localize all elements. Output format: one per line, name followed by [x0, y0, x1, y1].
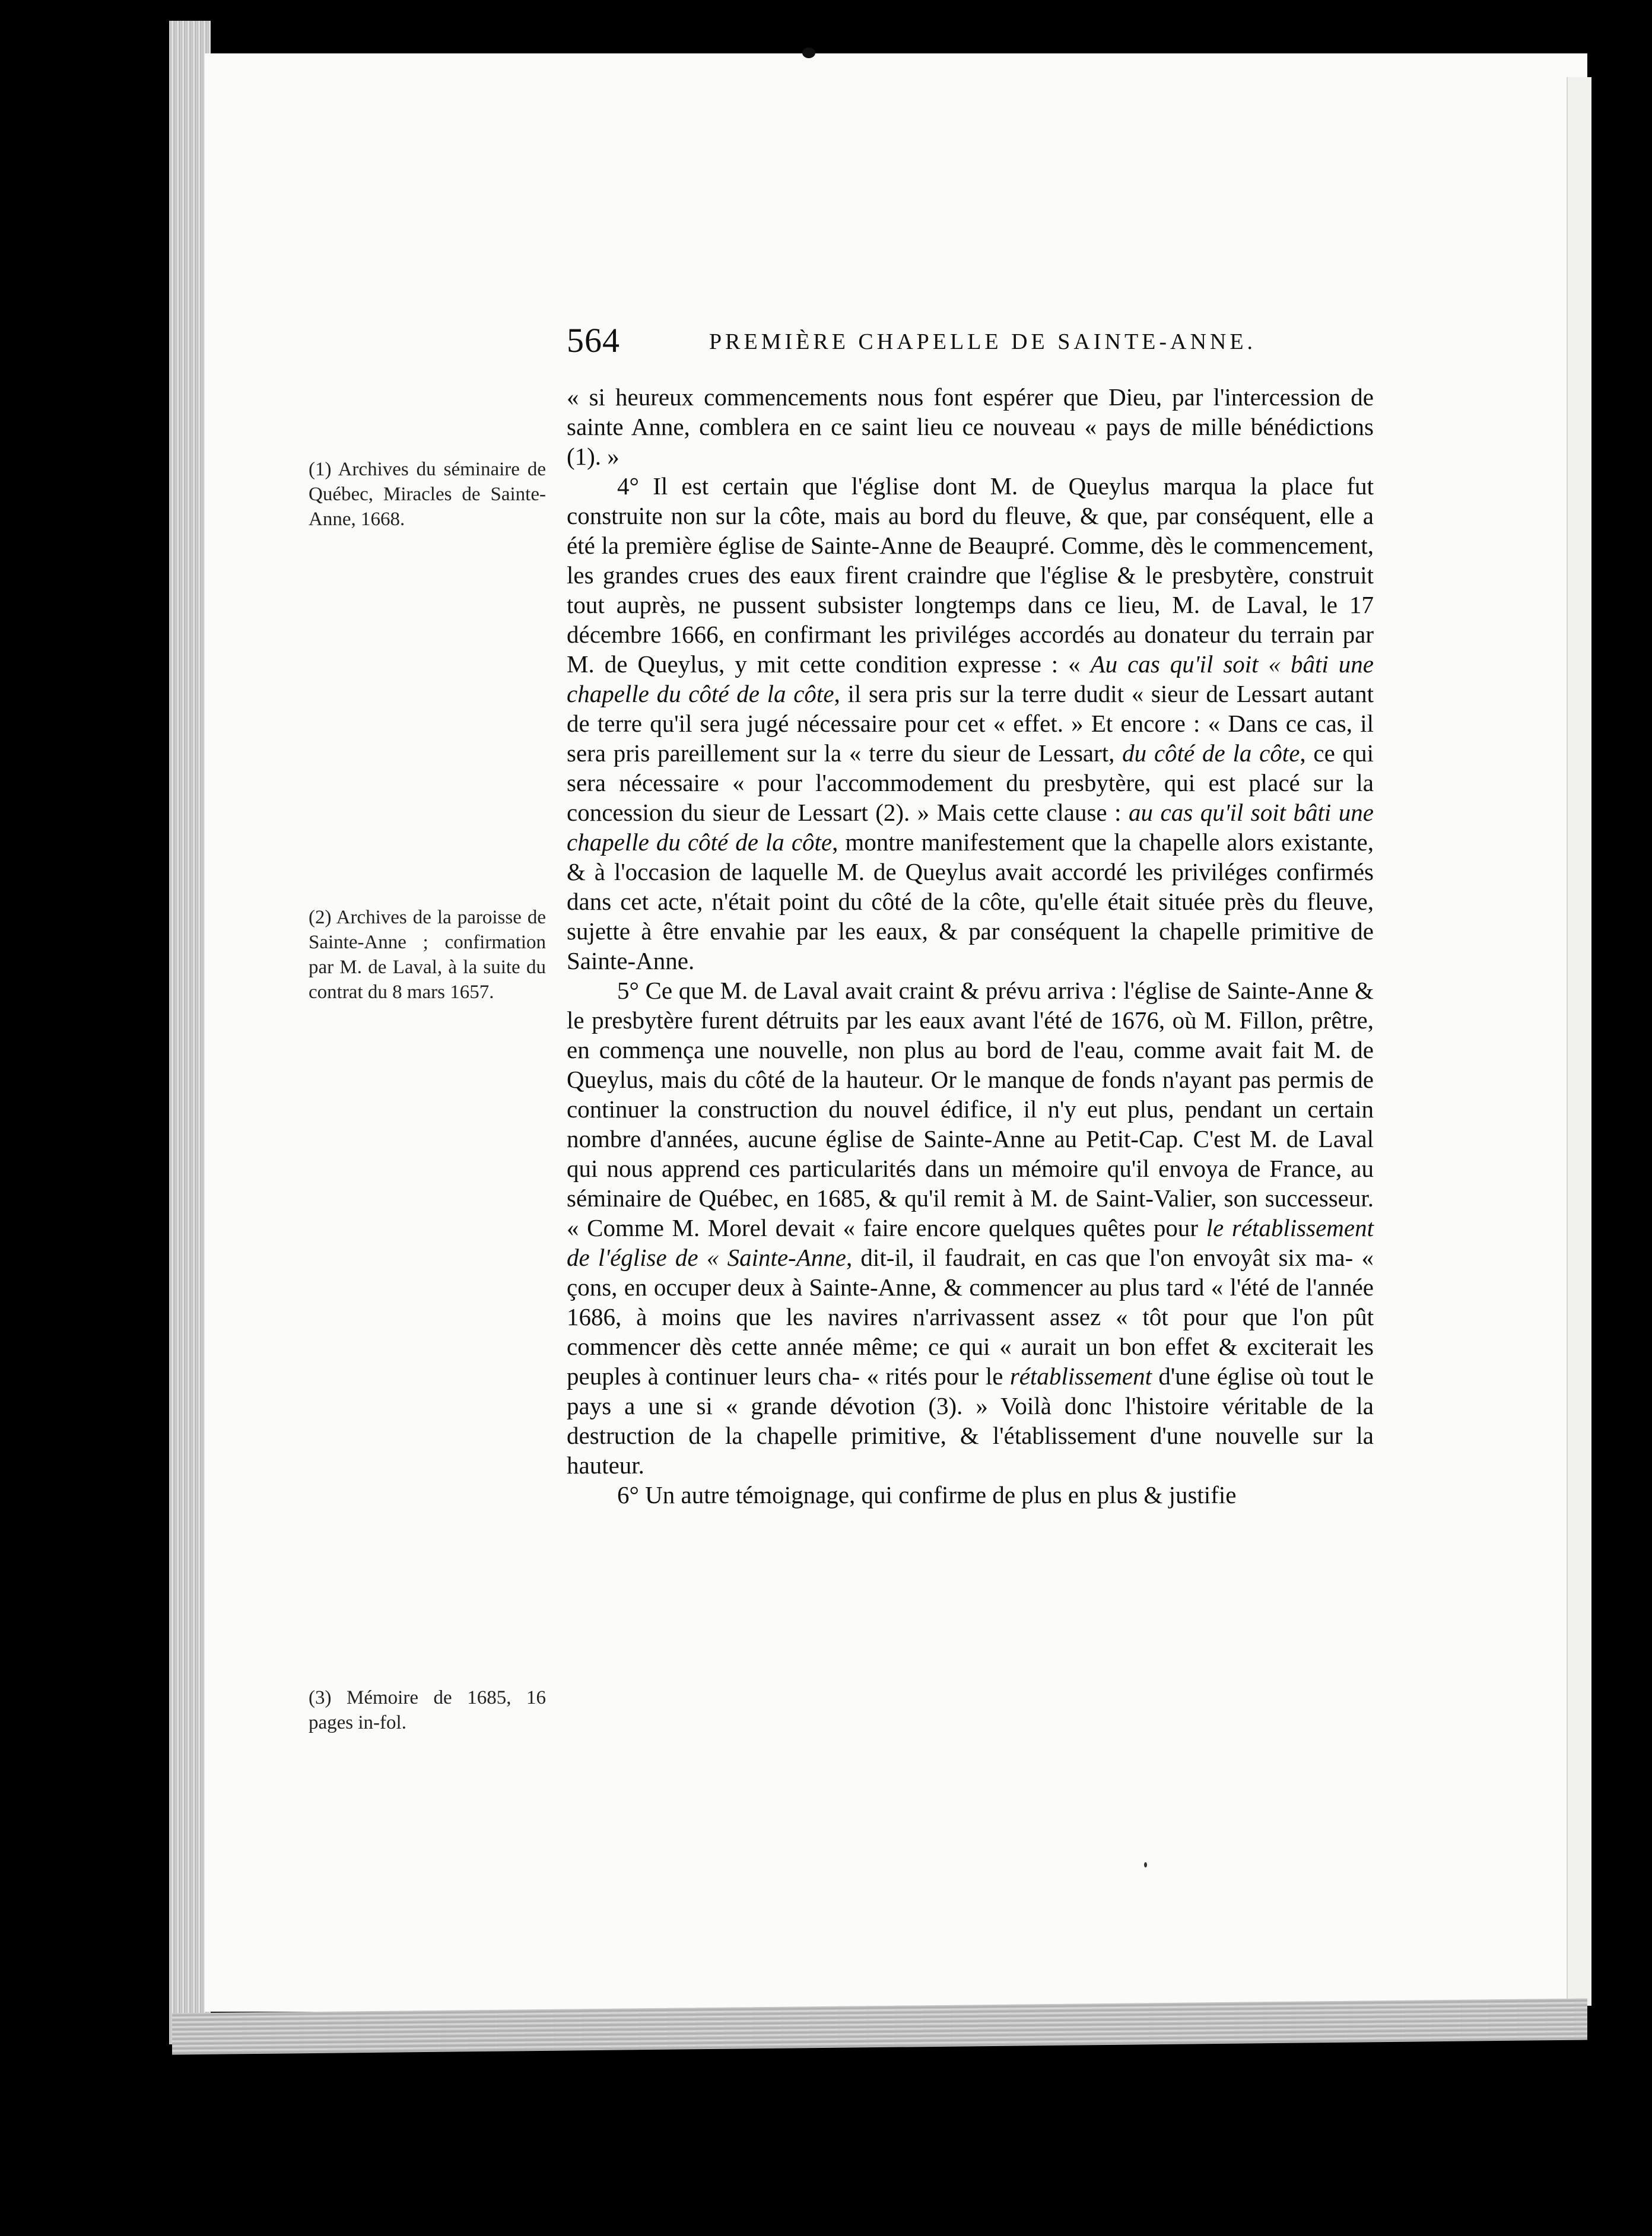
text-run: , il sera pris sur la terre dudit « sieur de Lessart autant de terre qu'il sera jugé nécessaire pour cet « effet. » Et encore : « Dans ce cas, il sera pris pareillement sur la « terre du sieur de Lessart, — [567, 680, 1374, 767]
margin-note-2: (2) Archives de la paroisse de Sainte-Anne ; confirmation par M. de Laval, à la suite du contrat du 8 mars 1657. — [309, 907, 546, 1003]
text-run: d'une église où tout le pays a une si « grande dévotion (3). » Voilà donc l'histoire véritable de la destruction de la chapelle primitive, & l'établissement d'une nouvelle sur la hauteur. — [567, 1362, 1374, 1479]
text-run: , dit-il, il faudrait, en cas que l'on envoyât six ma- « çons, en occuper deux à Sainte-Anne, & commencer au plus tard « l'été de l'année 1686, à moins que les navires n'arrivassent assez « tôt pour que l'on pût commencer dès cette année même; ce qui « aurait un bon effet & exciterait les peuples à continuer leurs cha- « rités pour le — [567, 1244, 1374, 1390]
paragraph-continuation: « si heureux commencements nous font espérer que Dieu, par l'intercession de sainte Anne, comblera en ce saint lieu ce nouveau « pays de mille bénédictions (1). » — [567, 383, 1374, 470]
margin-note-3: (3) Mémoire de 1685, 16 pages in-fol. — [309, 1687, 546, 1733]
paragraph-4 — [567, 471, 1374, 976]
ink-speck — [802, 47, 815, 58]
body-text — [567, 382, 1374, 1510]
italic-run: rétablissement — [1009, 1362, 1152, 1390]
paragraph-6: 6° Un autre témoignage, qui confirme de plus en plus & justifie — [617, 1481, 1237, 1508]
running-head: PREMIÈRE CHAPELLE DE SAINTE-ANNE. — [709, 329, 1257, 354]
margin-note-1: (1) Archives du séminaire de Québec, Miracles de Sainte-Anne, 1668. — [309, 459, 546, 530]
ink-speck — [1144, 1862, 1147, 1867]
text-run: 5° Ce que M. de Laval avait craint & prévu arriva : l'église de Sainte-Anne & le presbytère furent détruits par les eaux avant l'été de 1676, où M. Fillon, prêtre, en commença une nouvelle, non plus au bord de l'eau, comme avait fait M. de Queylus, mais du côté de la hauteur. Or le manque de fonds n'ayant pas permis de continuer la construction du nouvel édifice, il n'y eut plus, pendant un certain nombre d'années, aucune église de Sainte-Anne au Petit-Cap. C'est M. de Laval qui nous apprend ces particularités dans un mémoire qu'il envoya de France, au séminaire de Québec, en 1685, & qu'il remit à M. de Saint-Valier, son successeur. « Comme M. Morel devait « faire encore quelques quêtes pour — [567, 977, 1374, 1241]
italic-run: le rétablissement de l'église de « Sainte-Anne — [567, 1214, 1374, 1271]
italic-run: Au cas qu'il soit « bâti une chapelle du côté de la côte — [567, 650, 1374, 707]
facing-page-edge — [1567, 77, 1591, 2006]
italic-run: du côté de la côte — [1122, 739, 1300, 767]
italic-run: au cas qu'il soit bâti une chapelle du côté de la côte — [567, 799, 1374, 856]
paragraph-5 — [567, 976, 1374, 1480]
text-run: , ce qui sera nécessaire « pour l'accommodement du presbytère, qui est placé sur la concession du sieur de Lessart (2). » Mais cette clause : — [567, 739, 1374, 826]
text-run: 4° Il est certain que l'église dont M. de Queylus marqua la place fut construite non sur la côte, mais au bord du fleuve, & que, par conséquent, elle a été la première église de Sainte-Anne de Beaupré. Comme, dès le commencement, les grandes crues des eaux firent craindre que l'église & le presbytère, construit tout auprès, ne pussent subsister longtemps dans ce lieu, M. de Laval, le 17 décembre 1666, en confirmant les priviléges accordés au donateur du terrain par M. de Queylus, y mit cette condition expresse : « — [567, 472, 1374, 678]
page-header — [567, 320, 1374, 368]
page-number: 564 — [567, 321, 620, 360]
text-run: , montre manifestement que la chapelle alors existante, & à l'occasion de laquelle M. de Queylus avait accordé les priviléges confirmés dans cet acte, n'était point du côté de la côte, qu'elle était située près du fleuve, sujette à être envahie par les eaux, & par conséquent la chapelle primitive de Sainte-Anne. — [567, 828, 1374, 974]
